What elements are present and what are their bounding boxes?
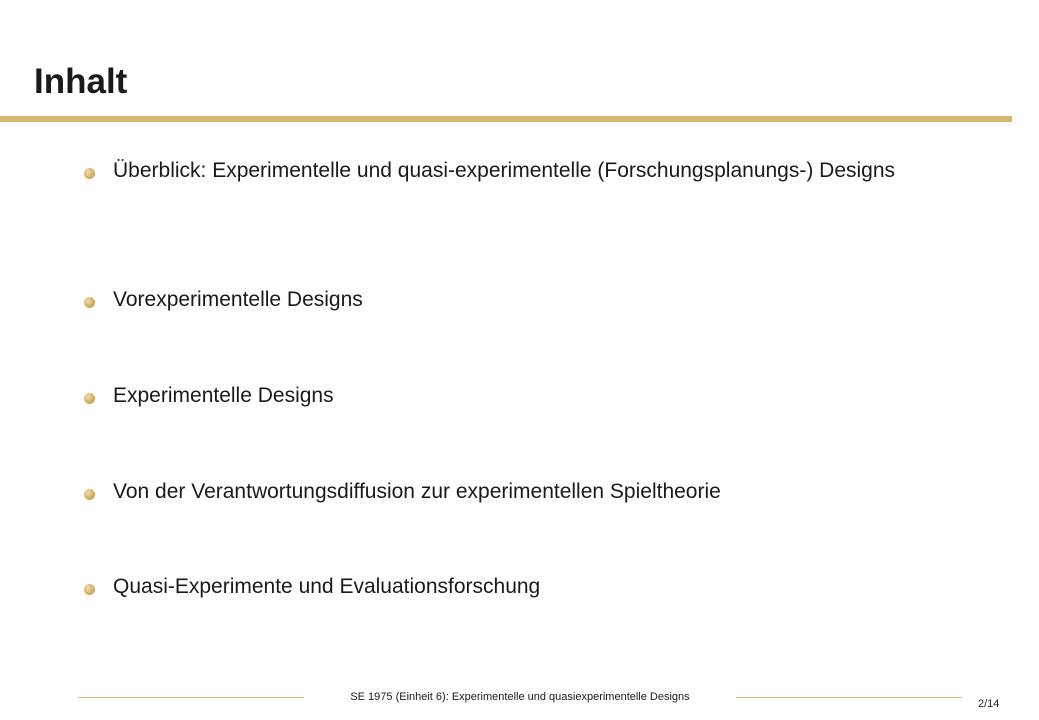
title-divider xyxy=(0,116,1012,122)
bullet-dot-icon xyxy=(84,393,95,404)
bullet-dot-icon xyxy=(84,489,95,500)
bullet-dot-icon xyxy=(84,297,95,308)
footer-divider-right xyxy=(736,697,962,698)
bullet-dot-icon xyxy=(84,168,95,179)
page-number: 2/14 xyxy=(978,698,1000,710)
footer-caption: SE 1975 (Einheit 6): Experimentelle und quasiexperimentelle Designs xyxy=(350,691,690,703)
footer-divider-left xyxy=(78,697,304,698)
agenda-item-label: Vorexperimentelle Designs xyxy=(113,288,363,311)
agenda-item-label: Überblick: Experimentelle und quasi-experimentelle (Forschungsplanungs-) Designs xyxy=(113,159,896,182)
agenda-item-label: Experimentelle Designs xyxy=(113,384,334,407)
agenda-item-label: Von der Verantwortungsdiffusion zur experimentellen Spieltheorie xyxy=(113,480,721,503)
slide-title: Inhalt xyxy=(34,62,128,101)
agenda-item-label: Quasi-Experimente und Evaluationsforschung xyxy=(113,575,541,598)
bullet-dot-icon xyxy=(84,584,95,595)
